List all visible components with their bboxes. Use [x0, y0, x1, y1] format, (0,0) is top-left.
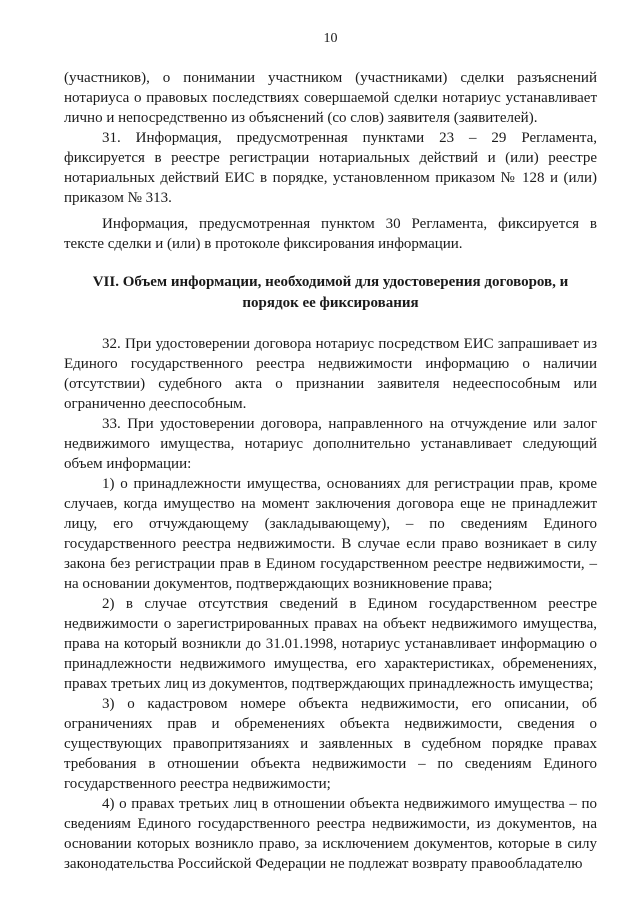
paragraph-31: 31. Информация, предусмотренная пунктами 23 – 29 Регламента, фиксируется в реестре регистрации нотариальных действий и (или) реестре нотариальных действий ЕИС в порядке, установленном приказом № 128 и (или) приказом № 313. — [64, 130, 597, 206]
paragraph-continued: (участников), о понимании участником (участниками) сделки разъяснений нотариуса о правовых последствиях совершаемой сделки нотариус устанавливает лично и непосредственно из объяснений (со слов) заявителя (заявителей). — [64, 70, 597, 126]
paragraph-31-extra: Информация, предусмотренная пунктом 30 Регламента, фиксируется в тексте сделки и (или) в протоколе фиксирования информации. — [64, 216, 597, 252]
list-item-33-2: 2) в случае отсутствия сведений в Едином государственном реестре недвижимости о зарегистрированных правах на объект недвижимого имущества, права на который возникли до 31.01.1998, нотариус устанавливает информацию о принадлежности недвижимого имущества, его характеристиках, обременениях, правах третьих лиц из документов, подтверждающих принадлежность имущества; — [64, 596, 597, 692]
section-heading: VII. Объем информации, необходимой для удостоверения договоров, и порядок ее фиксирования — [92, 274, 569, 311]
list-item-33-3: 3) о кадастровом номере объекта недвижимости, его описании, об ограничениях прав и обременениях объекта недвижимости, сведения о существующих правопритязаниях и заявленных в судебном порядке правах требования в отношении объекта недвижимости – по сведениям Единого государственного реестра недвижимости; — [64, 696, 597, 792]
list-item-33-4: 4) о правах третьих лиц в отношении объекта недвижимого имущества – по сведениям Единого государственного реестра недвижимости, из документов, на основании которых возникло право, за исключением документов, которые в силу законодательства Российской Федерации не подлежат возврату правообладателю — [64, 796, 597, 872]
page-number: 10 — [323, 31, 338, 46]
paragraph-32: 32. При удостоверении договора нотариус посредством ЕИС запрашивает из Единого государственного реестра недвижимости информацию о наличии (отсутствии) судебного акта о признании заявителя недееспособным или ограниченно дееспособным. — [64, 336, 597, 412]
document-page — [64, 30, 597, 874]
list-item-33-1: 1) о принадлежности имущества, основаниях для регистрации прав, кроме случаев, когда имущество на момент заключения договора еще не принадлежит лицу, его отчуждающему (закладывающему), – по сведениям Единого государственного реестра недвижимости. В случае если право возникает в силу закона без регистрации прав в Едином государственном реестре недвижимости, – на основании документов, подтверждающих возникновение права; — [64, 476, 597, 592]
paragraph-33: 33. При удостоверении договора, направленного на отчуждение или залог недвижимого имущества, нотариус дополнительно устанавливает следующий объем информации: — [64, 416, 597, 472]
